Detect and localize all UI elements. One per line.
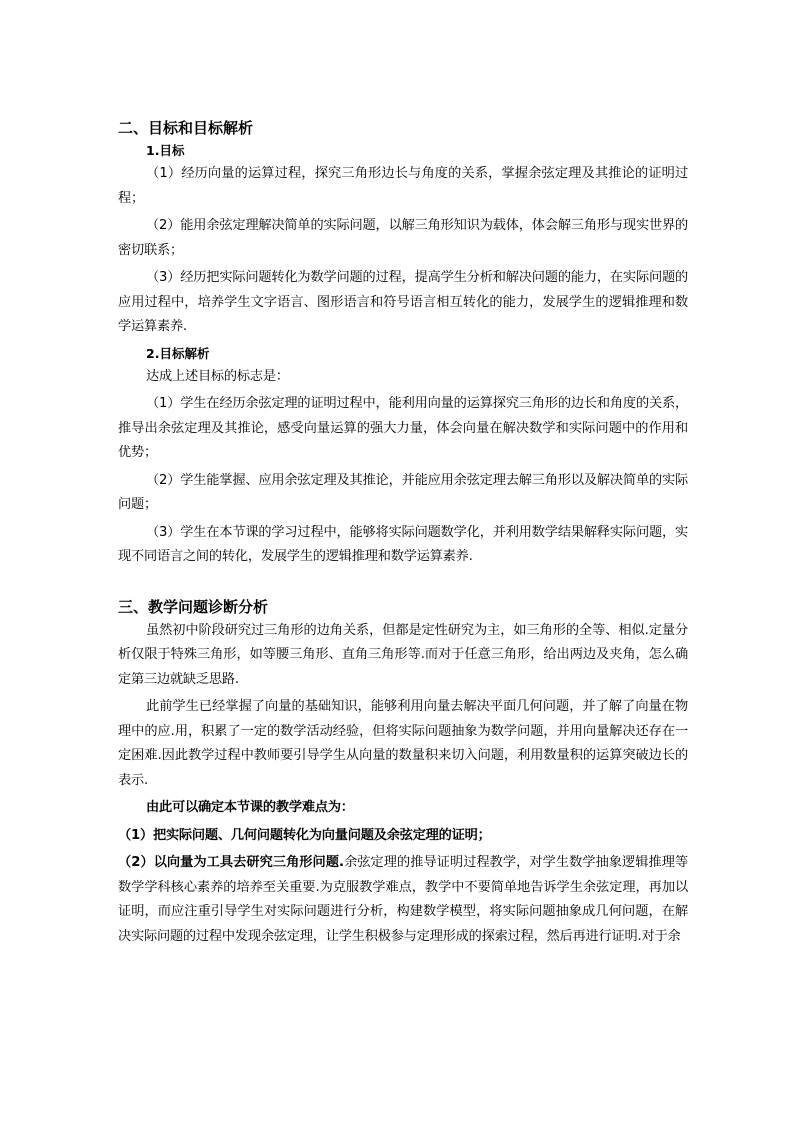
goal-paragraph-1: （1）经历向量的运算过程，探究三角形边长与角度的关系，掌握余弦定理及其推论的证明过程； [118, 166, 688, 206]
difficulty-item-2-text: 余弦定理的推导证明过程教学，对学生数学抽象逻辑推理等数学学科核心素养的培养至关重要.为克服教学难点，教学中不要简单地告诉学生余弦定理，再加以证明，而应注重引导学生对实际问题进行分析，构建数学模型，将实际问题抽象成几何问题，在解决实际问题的过程中发现余弦定理，让学生积极参与定理形成的探索过程，然后再进行证明.对于余 [118, 855, 688, 944]
analysis-paragraph-2: （2）学生能掌握、应用余弦定理及其推论，并能应用余弦定理去解三角形以及解决简单的实际问题； [118, 472, 688, 512]
difficulty-item-2 [118, 851, 688, 949]
goal-paragraph-3: （3）经历把实际问题转化为数学问题的过程，提高学生分析和解决问题的能力，在实际问题的应用过程中，培养学生文字语言、图形语言和符号语言相互转化的能力，发展学生的逻辑推理和数学运算素养. [118, 270, 688, 334]
section-heading-goals: 二、目标和目标解析 [118, 119, 254, 137]
document-body [118, 116, 688, 952]
section-gap [118, 573, 688, 595]
subheading-goals: 1.目标 [146, 143, 185, 158]
diagnosis-paragraph-1: 虽然初中阶段研究过三角形的边角关系，但都是定性研究为主，如三角形的全等、相似.定量分析仅限于特殊三角形，如等腰三角形、直角三角形等.而对于任意三角形，给出两边及夹角，怎么确定第三边就缺乏思路. [118, 622, 688, 687]
subheading-goal-analysis: 2.目标解析 [146, 345, 210, 361]
diagnosis-paragraph-2: 此前学生已经掌握了向量的基础知识，能够利用向量去解决平面几何问题，并了解了向量在物理中的应.用，积累了一定的数学活动经验，但将实际问题抽象为数学问题，并用向量解决还存在一定困难.因此教学过程中教师要引导学生从向量的数量积来切入问题，利用数量积的运算突破边长的表示. [118, 699, 688, 788]
section-heading-diagnosis: 三、教学问题诊断分析 [118, 597, 269, 616]
goal-paragraph-2: （2）能用余弦定理解决简单的实际问题，以解三角形知识为载体，体会解三角形与现实世界的密切联系； [118, 218, 688, 258]
analysis-paragraph-1: （1）学生在经历余弦定理的证明过程中，能利用向量的运算探究三角形的边长和角度的关系，推导出余弦定理及其推论，感受向量运算的强大力量，体会向量在解决数学和实际问题中的作用和优势； [118, 396, 688, 460]
difficulty-intro: 由此可以确定本节课的教学难点为： [146, 800, 354, 815]
analysis-intro: 达成上述目标的标志是： [146, 368, 289, 384]
difficulty-item-1: （1）把实际问题、几何问题转化为向量问题及余弦定理的证明； [118, 827, 491, 843]
analysis-paragraph-3: （3）学生在本节课的学习过程中，能够将实际问题数学化，并利用数学结果解释实际问题，实现不同语言之间的转化，发展学生的逻辑推理和数学运算素养. [118, 524, 688, 564]
difficulty-item-2-bold: （2）以向量为工具去研究三角形问题. [118, 855, 344, 870]
